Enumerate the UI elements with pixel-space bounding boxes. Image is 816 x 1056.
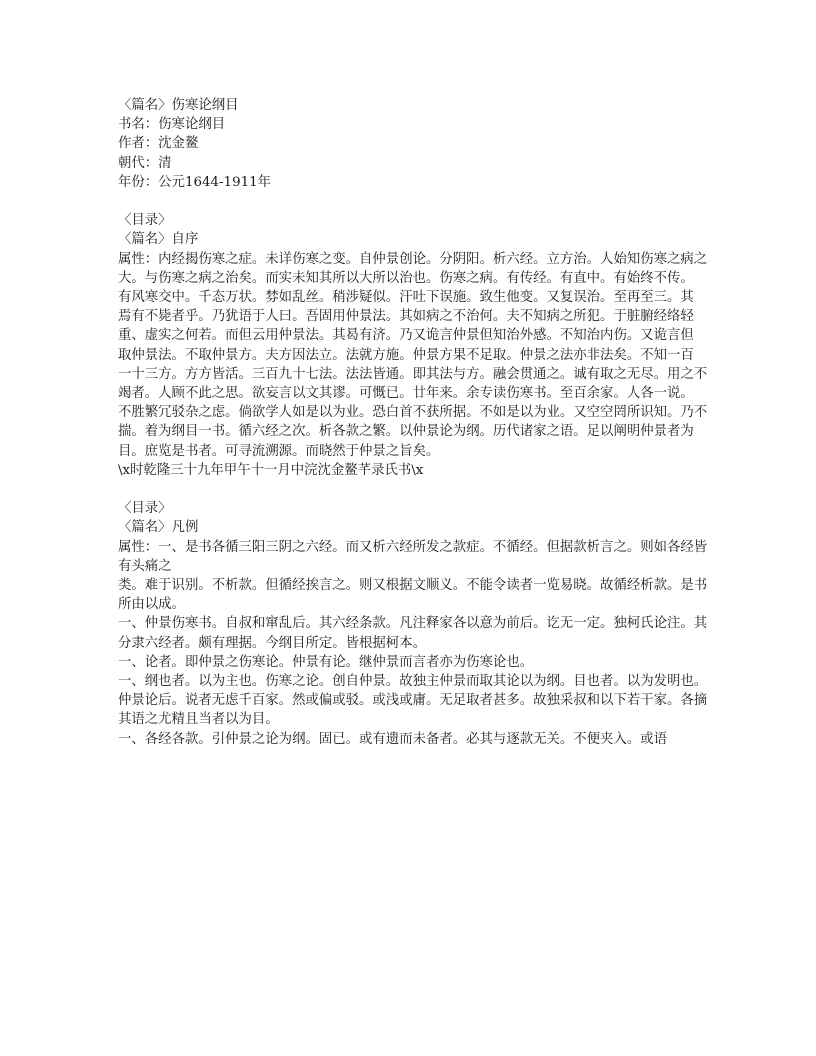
preface-line: 大。与伤寒之病之治矣。而实未知其所以大所以治也。伤寒之病。有传经。有直中。有始终不传。 (118, 270, 694, 286)
preface-line: 焉有不毙者乎。乃犹语于人曰。吾固用仲景法。其如病之不治何。夫不知病之所犯。于脏腑经络轻 (118, 309, 694, 325)
preface-signature: \x时乾隆三十九年甲午十一月中浣沈金鳌芊录氏书\x (118, 462, 424, 478)
author: 作者：沈金鳌 (118, 136, 199, 152)
fanli-line: 属性：一、是书各循三阳三阴之六经。而又析六经所发之款症。不循经。但据款析言之。则如各经皆有头痛之 (118, 539, 708, 574)
spacer (118, 192, 708, 211)
fanli-body (118, 538, 708, 749)
preface-line: 目。庶览是书者。可寻流溯源。而晓然于仲景之旨矣。 (118, 443, 440, 459)
preface-line: 取仲景法。不取仲景方。夫方因法立。法就方施。仲景方果不足取。仲景之法亦非法矣。不知一百 (118, 347, 694, 363)
fanli-line: 分隶六经者。颇有理据。今纲目所定。皆根据柯本。 (118, 635, 426, 651)
toc-tag: 〈目录〉 (118, 213, 172, 229)
fanli-line: 仲景论后。说者无虑千百家。然或偏或驳。或浅或庸。无足取者甚多。故独采叔和以下若干家。各摘其语之尤精且当者以为目。 (118, 693, 708, 728)
preface-line: 竭者。人顾不此之思。欲妄言以文其谬。可慨已。廿年来。余专读伤寒书。至百余家。人各一说。 (118, 386, 694, 402)
preface-line: 一十三方。方方皆活。三百九十七法。法法皆通。即其法与方。融会贯通之。诚有取之无尽。用之不 (118, 366, 708, 382)
document-page (118, 96, 708, 749)
preface-body (118, 250, 708, 480)
preface-chapter-tag: 〈篇名〉自序 (118, 232, 199, 248)
preface-line: 重、虚实之何若。而但云用仲景法。其曷有济。乃又诡言仲景但知治外感。不知治内伤。又诡言但 (118, 328, 694, 344)
fanli-chapter-tag: 〈篇名〉凡例 (118, 520, 199, 536)
fanli-line: 一、仲景伤寒书。自叔和窜乱后。其六经条款。凡注释家各以意为前后。讫无一定。独柯氏论注。其 (118, 616, 708, 632)
preface-line: 不胜繁冗驳杂之虑。倘欲学人如是以为业。恐白首不获所据。不如是以为业。又空空罔所识知。乃不 (118, 405, 708, 421)
book-name: 书名：伤寒论纲目 (118, 117, 226, 133)
fanli-line: 一、纲也者。以为主也。伤寒之论。创自仲景。故独主仲景而取其论以为纲。目也者。以为发明也。 (118, 674, 708, 690)
fanli-line: 类。难于识别。不析款。但循经挨言之。则又根据文顺义。不能令读者一览易晓。故循经析款。是书 (118, 578, 708, 594)
dynasty: 朝代：清 (118, 155, 172, 171)
fanli-line: 一、各经各款。引仲景之论为纲。固已。或有遗而未备者。必其与逐款无关。不便夹入。或语 (118, 731, 668, 747)
chapter-tag: 〈篇名〉伤寒论纲目 (118, 98, 239, 113)
spacer (118, 480, 708, 499)
fanli-line: 所由以成。 (118, 597, 185, 613)
toc-tag: 〈目录〉 (118, 501, 172, 517)
years: 年份：公元1644-1911年 (118, 174, 272, 190)
preface-line: 有风寒交中。千态万状。棼如乱丝。稍涉疑似。汗吐下误施。致生他变。又复误治。至再至三。其 (118, 290, 694, 306)
preface-line: 揣。着为纲目一书。循六经之次。析各款之繁。以仲景论为纲。历代诸家之语。足以阐明仲景者为 (118, 424, 694, 440)
preface-line: 属性：内经揭伤寒之症。未详伤寒之变。自仲景创论。分阴阳。析六经。立方治。人始知伤寒之病之 (118, 251, 708, 267)
fanli-line: 一、论者。即仲景之伤寒论。仲景有论。继仲景而言者亦为伤寒论也。 (118, 654, 534, 670)
